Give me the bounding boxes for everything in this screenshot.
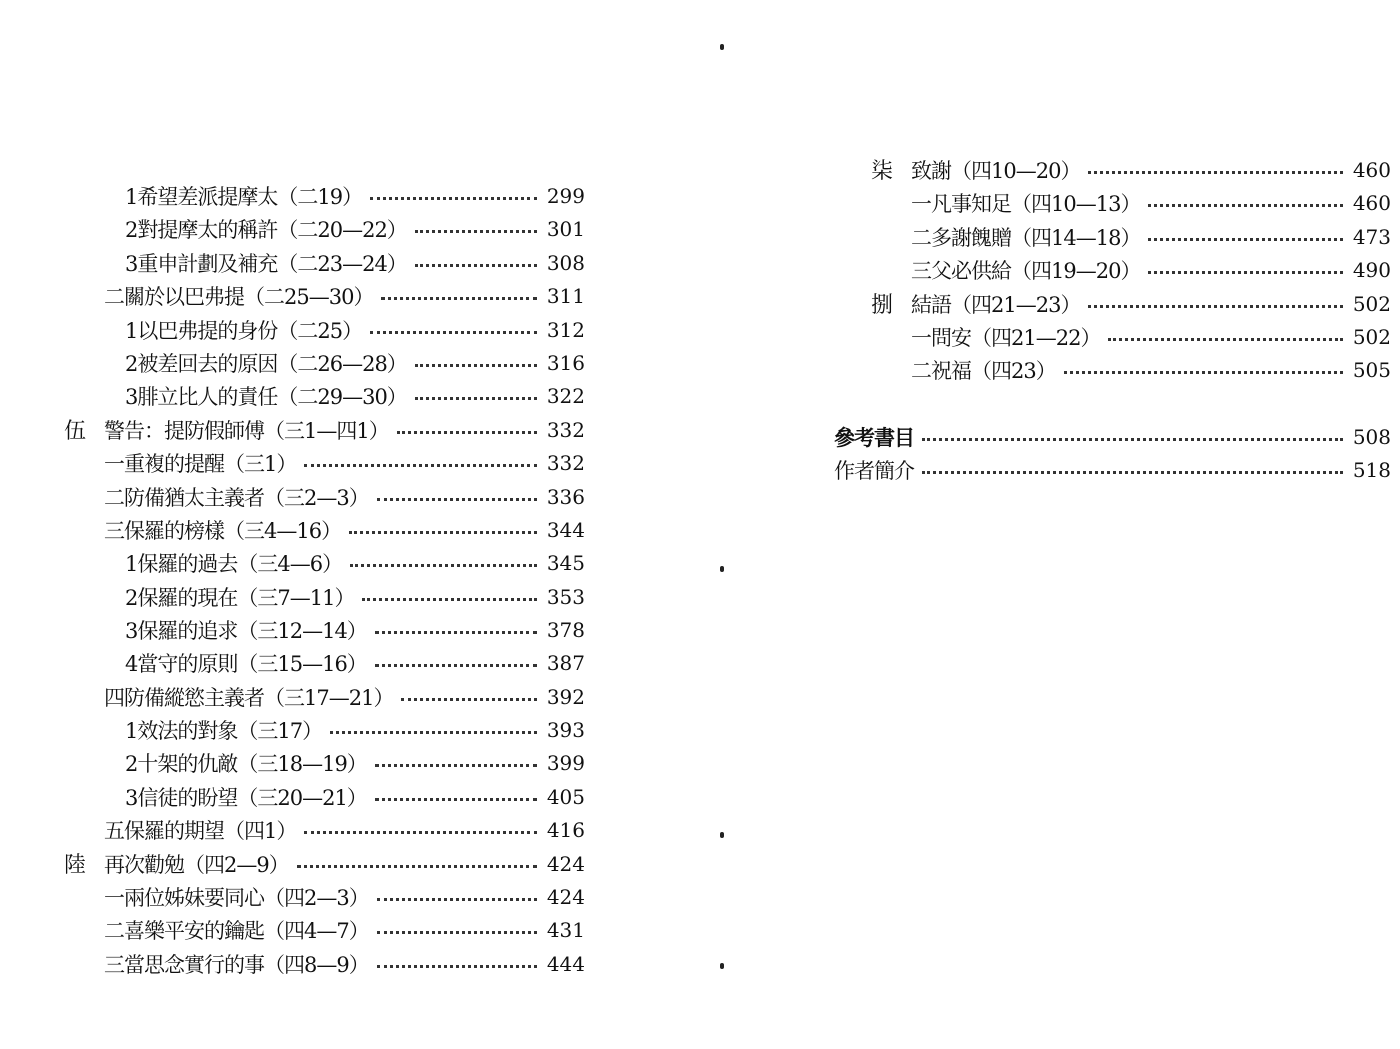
- toc-page-number: 308: [546, 250, 585, 275]
- toc-entry-title: 1保羅的過去（三4—6）: [125, 551, 343, 576]
- toc-page-number: 473: [1352, 224, 1391, 249]
- toc-page-number: 332: [546, 450, 585, 475]
- toc-entry-section[interactable]: [64, 847, 585, 880]
- dot-leader: [370, 197, 537, 200]
- dot-leader: [1148, 204, 1342, 207]
- dot-leader: [415, 397, 537, 400]
- dot-leader: [350, 564, 537, 567]
- toc-entry[interactable]: [104, 680, 585, 713]
- toc-entry-title: 2被差回去的原因（二26—28）: [125, 351, 407, 376]
- toc-entry[interactable]: [911, 220, 1391, 253]
- toc-entry-title: 四防備縱慾主義者（三17—21）: [104, 685, 394, 710]
- toc-entry[interactable]: [911, 186, 1391, 219]
- toc-entry-title: 二防備猶太主義者（三2—3）: [104, 485, 369, 510]
- toc-page-number: 399: [546, 750, 585, 775]
- toc-entry-section[interactable]: [64, 413, 585, 446]
- dot-leader: [377, 498, 537, 501]
- toc-entry-title: 警告：提防假師傅（三1—四1）: [104, 418, 389, 443]
- toc-entry[interactable]: [125, 746, 585, 779]
- toc-page-number: 378: [546, 617, 585, 642]
- toc-entry-title: 3重申計劃及補充（二23—24）: [125, 251, 407, 276]
- toc-entry-title: 一兩位姊妹要同心（四2—3）: [104, 885, 369, 910]
- toc-page-number: 424: [546, 884, 585, 909]
- toc-page-number: 393: [546, 717, 585, 742]
- toc-entry[interactable]: [104, 480, 585, 513]
- toc-entry[interactable]: [125, 646, 585, 679]
- toc-entry-title: 五保羅的期望（四1）: [104, 818, 297, 843]
- dot-leader: [415, 264, 537, 267]
- toc-page-number: 424: [546, 851, 585, 876]
- toc-entry[interactable]: [104, 813, 585, 846]
- toc-page-number: 502: [1352, 291, 1391, 316]
- toc-entry-title: 3腓立比人的責任（二29—30）: [125, 384, 407, 409]
- dot-leader: [381, 297, 536, 300]
- toc-page-number: 316: [546, 350, 585, 375]
- dot-leader: [922, 471, 1343, 474]
- toc-page-number: 416: [546, 817, 585, 842]
- toc-page-number: 332: [546, 417, 585, 442]
- toc-entry-title: 1效法的對象（三17）: [125, 718, 323, 743]
- toc-page-number: 322: [546, 383, 585, 408]
- dot-leader: [370, 331, 537, 334]
- dot-leader: [304, 464, 536, 467]
- toc-entry[interactable]: [104, 880, 585, 913]
- dot-leader: [375, 664, 537, 667]
- toc-page-number: 299: [546, 183, 585, 208]
- dot-leader: [297, 865, 537, 868]
- toc-entry[interactable]: [125, 346, 585, 379]
- toc-entry[interactable]: [911, 320, 1391, 353]
- section-numeral: 柒: [871, 159, 893, 184]
- toc-page-number: 301: [546, 216, 585, 241]
- section-numeral: 陸: [64, 853, 86, 878]
- toc-entry-title: 2對提摩太的稱許（二20—22）: [125, 217, 407, 242]
- toc-page-number: 518: [1352, 457, 1391, 482]
- toc-entry-title: 結語（四21—23）: [911, 292, 1081, 317]
- dot-leader: [1088, 171, 1342, 174]
- toc-entry[interactable]: [125, 379, 585, 412]
- toc-entry-author-bio[interactable]: [834, 453, 1391, 486]
- toc-page-number: 345: [546, 550, 585, 575]
- toc-entry[interactable]: [104, 446, 585, 479]
- toc-page-number: 502: [1352, 324, 1391, 349]
- section-numeral: 捌: [871, 293, 893, 318]
- dot-leader: [375, 798, 537, 801]
- dot-leader: [1148, 238, 1342, 241]
- dot-leader: [377, 965, 537, 968]
- toc-entry[interactable]: [125, 546, 585, 579]
- toc-entry[interactable]: [125, 246, 585, 279]
- toc-entry[interactable]: [125, 780, 585, 813]
- toc-entry[interactable]: [911, 253, 1391, 286]
- dot-leader: [349, 531, 537, 534]
- toc-page-number: 353: [546, 584, 585, 609]
- dot-leader: [375, 631, 537, 634]
- dot-leader: [1108, 338, 1342, 341]
- toc-entry-title: 作者簡介: [834, 458, 914, 483]
- toc-entry[interactable]: [104, 913, 585, 946]
- dot-leader: [375, 764, 537, 767]
- toc-entry-title: 2保羅的現在（三7—11）: [125, 585, 355, 610]
- right-page: [700, 0, 1400, 1049]
- toc-entry[interactable]: [125, 613, 585, 646]
- toc-entry-title: 參考書目: [834, 424, 914, 450]
- toc-page-number: 505: [1352, 357, 1391, 382]
- dot-leader: [362, 598, 536, 601]
- toc-entry-title: 二關於以巴弗提（二25—30）: [104, 284, 374, 309]
- toc-page-number: 336: [546, 484, 585, 509]
- toc-entry[interactable]: [104, 947, 585, 980]
- dot-leader: [330, 731, 537, 734]
- toc-page-number: 431: [546, 917, 585, 942]
- toc-page-number: 344: [546, 517, 585, 542]
- toc-entry-section[interactable]: [871, 153, 1391, 186]
- toc-entry-section[interactable]: [871, 287, 1391, 320]
- toc-entry[interactable]: [125, 713, 585, 746]
- dot-leader: [1064, 371, 1343, 374]
- toc-entry-title: 三保羅的榜樣（三4—16）: [104, 518, 342, 543]
- dot-leader: [377, 898, 537, 901]
- toc-entry-title: 3信徒的盼望（三20—21）: [125, 785, 367, 810]
- toc-entry-title: 二多謝餽贈（四14—18）: [911, 225, 1141, 250]
- toc-page-number: 312: [546, 317, 585, 342]
- toc-page-number: 392: [546, 684, 585, 709]
- toc-page-number: 460: [1352, 157, 1391, 182]
- toc-entry-title: 二喜樂平安的鑰匙（四4—7）: [104, 918, 369, 943]
- toc-entry[interactable]: [125, 212, 585, 245]
- toc-entry[interactable]: [125, 580, 585, 613]
- toc-entry[interactable]: [911, 353, 1391, 386]
- toc-page-number: 311: [546, 283, 585, 308]
- toc-page-number: 387: [546, 650, 585, 675]
- toc-entry-title: 三當思念實行的事（四8—9）: [104, 952, 369, 977]
- toc-entry-title: 三父必供給（四19—20）: [911, 258, 1141, 283]
- dot-leader: [922, 438, 1343, 441]
- toc-entry[interactable]: [104, 279, 585, 312]
- dot-leader: [1148, 271, 1342, 274]
- toc-page-number: 405: [546, 784, 585, 809]
- toc-entry-title: 再次勸勉（四2—9）: [104, 852, 289, 877]
- dot-leader: [1088, 305, 1342, 308]
- toc-page-number: 444: [546, 951, 585, 976]
- toc-entry-title: 4當守的原則（三15—16）: [125, 651, 367, 676]
- toc-page-number: 508: [1352, 424, 1391, 449]
- toc-entry-title: 1以巴弗提的身份（二25）: [125, 318, 363, 343]
- dot-leader: [304, 831, 536, 834]
- toc-entry[interactable]: [125, 313, 585, 346]
- toc-entry-title: 致謝（四10—20）: [911, 158, 1081, 183]
- section-numeral: 伍: [64, 419, 86, 444]
- toc-page-number: 460: [1352, 190, 1391, 215]
- dot-leader: [377, 931, 537, 934]
- toc-entry-title: 一問安（四21—22）: [911, 325, 1101, 350]
- toc-entry-title: 二祝福（四23）: [911, 358, 1056, 383]
- dot-leader: [401, 698, 536, 701]
- dot-leader: [415, 364, 537, 367]
- toc-entry-title: 3保羅的追求（三12—14）: [125, 618, 367, 643]
- toc-entry[interactable]: [125, 179, 585, 212]
- toc-entry-title: 2十架的仇敵（三18—19）: [125, 751, 367, 776]
- toc-entry-title: 1希望差派提摩太（二19）: [125, 184, 363, 209]
- toc-entry[interactable]: [104, 513, 585, 546]
- toc-entry-bibliography[interactable]: [834, 420, 1391, 453]
- dot-leader: [415, 230, 537, 233]
- toc-entry-title: 一凡事知足（四10—13）: [911, 191, 1141, 216]
- toc-page-number: 490: [1352, 257, 1391, 282]
- dot-leader: [397, 431, 537, 434]
- toc-entry-title: 一重複的提醒（三1）: [104, 451, 297, 476]
